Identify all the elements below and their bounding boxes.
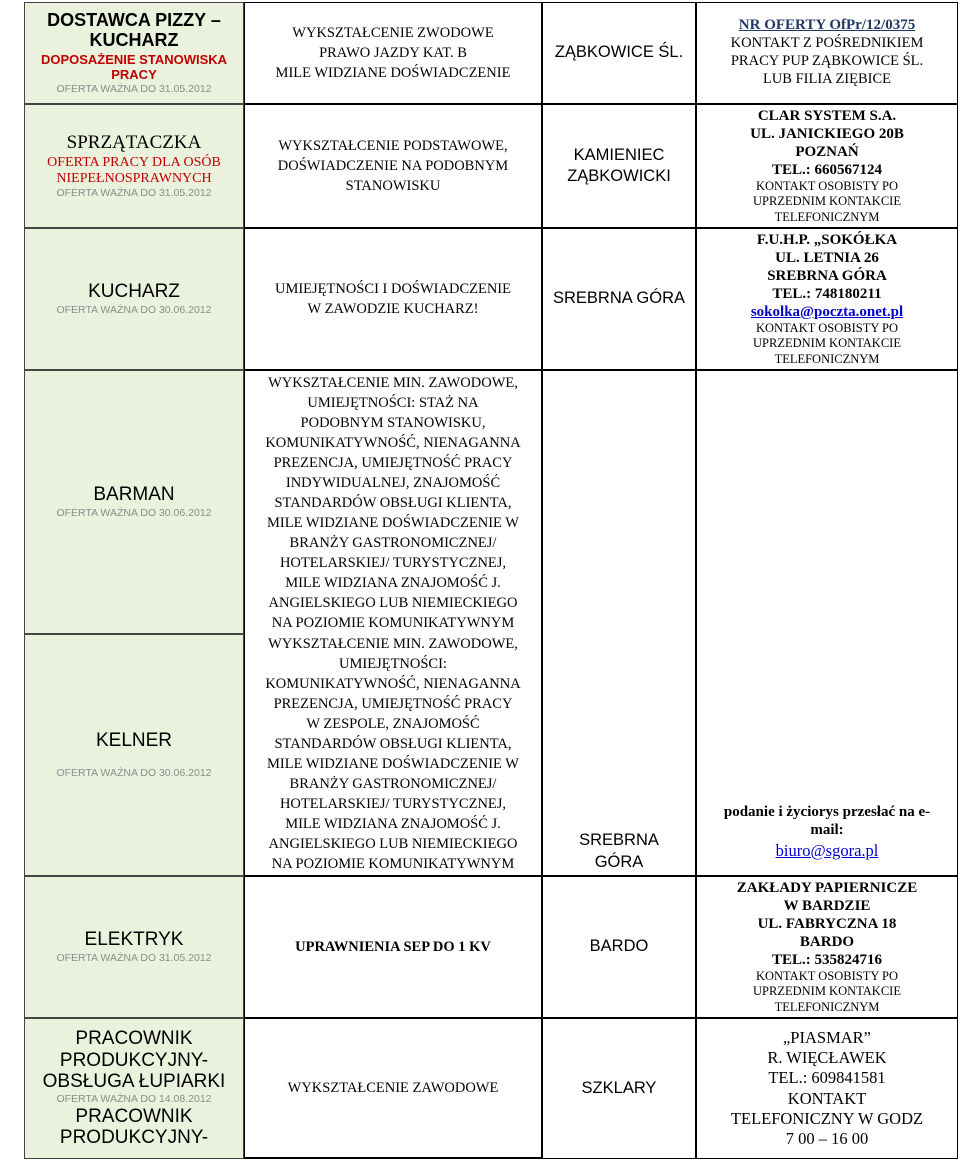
requirement-line: W ZAWODZIE KUCHARZ! xyxy=(307,301,479,317)
requirements-cell xyxy=(244,2,542,104)
job-title: PRODUKCYJNY- xyxy=(59,1049,209,1071)
requirement-line: WYKSZTAŁCENIE MIN. ZAWODOWE, xyxy=(268,375,518,391)
contact-line: podanie i życiorys przesłać na e- xyxy=(723,803,931,820)
requirement-line: STANDARDÓW OBSŁUGI KLIENTA, xyxy=(274,736,512,752)
validity-date: OFERTA WAŻNA DO 30.06.2012 xyxy=(56,303,212,316)
company-line: UL. FABRYCZNA 18 xyxy=(757,915,897,932)
validity-date: OFERTA WAŻNA DO 31.05.2012 xyxy=(56,951,212,964)
contact-line: KONTAKT xyxy=(787,1088,867,1108)
place-name: SREBRNA GÓRA xyxy=(552,289,686,308)
requirement-line: INDYWIDUALNEJ, ZNAJOMOŚĆ xyxy=(285,475,501,491)
job-cell-barman xyxy=(24,370,244,634)
requirement-line: HOTELARSKIEJ/ TURYSTYCZNEJ, xyxy=(279,555,507,571)
requirement-line: UMIEJĘTNOŚCI: STAŻ NA xyxy=(307,395,479,411)
email-link[interactable]: sokolka@poczta.onet.pl xyxy=(750,303,904,320)
requirements-cell xyxy=(244,104,542,228)
email-link[interactable]: biuro@sgora.pl xyxy=(775,840,879,860)
place-cell xyxy=(542,1018,696,1159)
company-phone: TEL.: 748180211 xyxy=(772,285,882,302)
company-line: UL. LETNIA 26 xyxy=(775,249,879,266)
company-line: R. WIĘCŁAWEK xyxy=(767,1048,887,1068)
company-phone: TEL.: 660567124 xyxy=(771,161,882,178)
company-line: BARDO xyxy=(799,933,855,950)
requirement-line: HOTELARSKIEJ/ TURYSTYCZNEJ, xyxy=(279,796,507,812)
contact-note: UPRZEDNIM KONTAKCIE xyxy=(753,984,901,999)
validity-date: OFERTA WAŻNA DO 31.05.2012 xyxy=(56,187,212,200)
place-cell xyxy=(542,2,696,104)
requirement-line: MILE WIDZIANE DOŚWIADCZENIE W xyxy=(267,756,519,772)
requirement-line: PRAWO JAZDY KAT. B xyxy=(319,45,467,61)
job-title: KELNER xyxy=(95,730,173,752)
requirement-line: NA POZIOMIE KOMUNIKATYWNYM xyxy=(271,615,515,631)
job-cell-dostawca-pizzy xyxy=(24,2,244,104)
job-note: DOPOSAŻENIE STANOWISKA xyxy=(40,52,228,68)
company-line: ZAKŁADY PAPIERNICZE xyxy=(736,879,918,896)
requirement-line: MILE WIDZIANE DOŚWIADCZENIE xyxy=(275,65,511,81)
contact-line: LUB FILIA ZIĘBICE xyxy=(762,71,892,88)
company-phone: TEL.: 535824716 xyxy=(771,951,882,968)
validity-date: OFERTA WAŻNA DO 31.05.2012 xyxy=(56,83,212,96)
place-cell xyxy=(542,104,696,228)
requirement-line: WYKSZTAŁCENIE ZWODOWE xyxy=(292,25,494,41)
job-title: PRODUKCYJNY- xyxy=(59,1127,209,1149)
requirement-line: PREZENCJA, UMIEJĘTNOŚĆ PRACY xyxy=(273,696,513,712)
contact-cell xyxy=(696,104,958,228)
requirement-line: BRANŻY GASTRONOMICZNEJ/ xyxy=(289,535,497,551)
company-phone: TEL.: 609841581 xyxy=(768,1068,886,1088)
requirement-line: MILE WIDZIANA ZNAJOMOŚĆ J. xyxy=(285,816,501,832)
company-line: F.U.H.P. „SOKÓŁKA xyxy=(756,231,898,248)
job-title: SPRZĄTACZKA xyxy=(66,131,202,153)
place-name: GÓRA xyxy=(594,852,644,871)
requirement-line: KOMUNIKATYWNOŚĆ, NIENAGANNA xyxy=(265,435,521,451)
requirement-line: W ZESPOLE, ZNAJOMOŚĆ xyxy=(306,716,480,732)
place-cell xyxy=(542,228,696,370)
requirements-cell xyxy=(244,876,542,1018)
job-title: ELEKTRYK xyxy=(84,929,184,951)
contact-cell xyxy=(696,876,958,1018)
job-cell-kelner xyxy=(24,634,244,876)
job-title: PRACOWNIK xyxy=(75,1028,193,1050)
contact-line: TELEFONICZNY W GODZ xyxy=(730,1108,924,1128)
requirement-line: BRANŻY GASTRONOMICZNEJ/ xyxy=(289,776,497,792)
requirement-line: KOMUNIKATYWNOŚĆ, NIENAGANNA xyxy=(265,676,521,692)
requirements-cell xyxy=(244,634,542,876)
validity-date: OFERTA WAŻNA DO 30.06.2012 xyxy=(56,766,212,779)
company-line: POZNAŃ xyxy=(795,143,859,160)
contact-note: TELEFONICZNYM xyxy=(774,351,880,366)
company-line: „PIASMAR” xyxy=(782,1028,871,1048)
requirement-line: MILE WIDZIANA ZNAJOMOŚĆ J. xyxy=(285,575,501,591)
company-line: UL. JANICKIEGO 20B xyxy=(750,125,904,142)
job-cell-sprzataczka xyxy=(24,104,244,228)
contact-note: KONTAKT OSOBISTY PO xyxy=(755,968,899,983)
requirement-line: STANOWISKU xyxy=(345,178,441,194)
contact-cell xyxy=(696,1018,958,1159)
requirements-cell xyxy=(244,228,542,370)
job-note: NIEPEŁNOSPRAWNYCH xyxy=(56,170,212,186)
job-title: PRACOWNIK xyxy=(75,1106,193,1127)
contact-note: TELEFONICZNYM xyxy=(774,209,880,224)
validity-date: OFERTA WAŻNA DO 14.08.2012 xyxy=(56,1093,212,1106)
validity-date: OFERTA WAŻNA DO 30.06.2012 xyxy=(56,506,212,519)
requirement-line: UPRAWNIENIA SEP DO 1 KV xyxy=(295,939,491,955)
requirement-line: WYKSZTAŁCENIE MIN. ZAWODOWE, xyxy=(268,636,518,652)
requirement-line: ANGIELSKIEGO LUB NIEMIECKIEGO xyxy=(268,836,518,852)
company-line: SREBRNA GÓRA xyxy=(767,267,887,284)
contact-line: PRACY PUP ZĄBKOWICE ŚL. xyxy=(730,52,924,69)
requirement-line: ANGIELSKIEGO LUB NIEMIECKIEGO xyxy=(268,595,518,611)
place-cell xyxy=(542,370,696,876)
requirement-line: STANDARDÓW OBSŁUGI KLIENTA, xyxy=(274,495,512,511)
requirement-line: PODOBNYM STANOWISKU, xyxy=(300,415,486,431)
place-name: ZĄBKOWICKI xyxy=(567,167,671,185)
job-title: OBSŁUGA ŁUPIARKI xyxy=(42,1070,226,1092)
contact-note: UPRZEDNIM KONTAKCIE xyxy=(753,194,901,209)
contact-line: KONTAKT Z POŚREDNIKIEM xyxy=(730,34,924,51)
requirement-line: UMIEJĘTNOŚCI: xyxy=(339,656,447,672)
job-cell-elektryk xyxy=(24,876,244,1018)
job-title: KUCHARZ xyxy=(88,281,180,303)
requirements-cell xyxy=(244,370,542,634)
job-title: BARMAN xyxy=(93,484,175,506)
place-name: ZĄBKOWICE ŚL. xyxy=(554,43,684,62)
requirement-line: DOŚWIADCZENIE NA PODOBNYM xyxy=(277,158,509,174)
job-cell-pracownik-produkcyjny xyxy=(24,1018,244,1159)
place-name: SREBRNA xyxy=(579,831,659,850)
job-note: OFERTA PRACY DLA OSÓB xyxy=(47,155,221,171)
company-line: W BARDZIE xyxy=(783,897,871,914)
company-line: CLAR SYSTEM S.A. xyxy=(757,107,897,124)
requirements-cell xyxy=(244,1018,542,1159)
place-name: SZKLARY xyxy=(581,1078,657,1097)
job-title: KUCHARZ xyxy=(89,30,179,51)
place-cell xyxy=(542,876,696,1018)
contact-note: TELEFONICZNYM xyxy=(774,999,880,1014)
requirement-line: MILE WIDZIANE DOŚWIADCZENIE W xyxy=(267,515,519,531)
place-name: KAMIENIEC xyxy=(573,145,665,164)
job-note: PRACY xyxy=(111,66,157,82)
contact-cell xyxy=(696,370,958,876)
requirement-line: WYKSZTAŁCENIE PODSTAWOWE, xyxy=(278,138,508,154)
contact-cell xyxy=(696,2,958,104)
contact-line: mail: xyxy=(810,821,844,838)
requirement-line: UMIEJĘTNOŚCI I DOŚWIADCZENIE xyxy=(274,281,511,297)
job-title: DOSTAWCA PIZZY – xyxy=(47,9,221,30)
contact-note: KONTAKT OSOBISTY PO xyxy=(755,178,899,193)
contact-cell xyxy=(696,228,958,370)
place-name: BARDO xyxy=(589,937,649,956)
offer-number[interactable]: NR OFERTY OfPr/12/0375 xyxy=(738,17,916,33)
contact-note: UPRZEDNIM KONTAKCIE xyxy=(753,336,901,351)
requirement-line: NA POZIOMIE KOMUNIKATYWNYM xyxy=(271,856,515,872)
contact-hours: 7 00 – 16 00 xyxy=(785,1128,869,1148)
requirement-line: PREZENCJA, UMIEJĘTNOŚĆ PRACY xyxy=(273,455,513,471)
job-cell-kucharz xyxy=(24,228,244,370)
contact-note: KONTAKT OSOBISTY PO xyxy=(755,320,899,335)
requirement-line: WYKSZTAŁCENIE ZAWODOWE xyxy=(287,1080,499,1096)
